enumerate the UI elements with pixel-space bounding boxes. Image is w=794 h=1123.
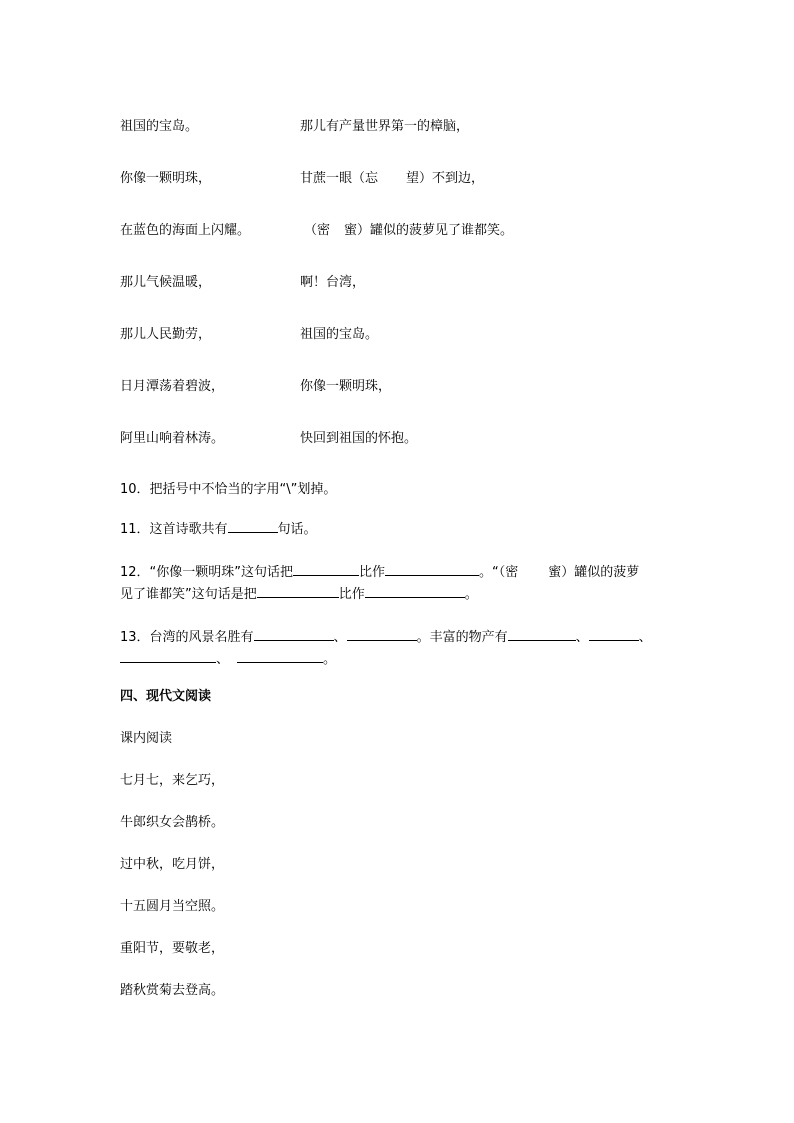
poem-line-left: 在蓝色的海面上闪耀。 (120, 223, 251, 238)
question-10: 10．把括号中不恰当的字用“\”划掉。 (120, 482, 337, 497)
poem-line-left: 那儿气候温暖， (120, 275, 212, 290)
question-text: 13．台湾的风景名胜有 (120, 630, 254, 645)
answer-blank[interactable] (237, 648, 323, 663)
section-subtitle: 课内阅读 (120, 731, 173, 746)
question-text: 比作 (338, 587, 365, 602)
question-text: 。 (464, 587, 478, 602)
answer-blank[interactable] (120, 648, 216, 663)
question-13 (120, 626, 680, 649)
question-13-continued (120, 648, 680, 671)
poem-line-right: 快回到祖国的怀抱。 (300, 431, 418, 446)
poem-row (120, 377, 720, 397)
rhyme-line: 踏秋赏菊去登高。 (120, 983, 225, 998)
answer-blank[interactable] (365, 583, 465, 598)
poem-text: （密 (304, 223, 331, 238)
answer-blank[interactable] (293, 561, 359, 576)
answer-blank[interactable] (228, 518, 278, 533)
poem-line-left: 祖国的宝岛。 (120, 119, 199, 134)
poem-line-right (304, 221, 513, 241)
rhyme-line: 七月七，来乞巧， (120, 773, 225, 788)
question-12-continued (120, 583, 680, 606)
rhyme-line: 重阳节，要敬老， (120, 941, 225, 956)
question-text: 、 (333, 630, 347, 645)
question-text: 见了谁都笑”这句话是把 (120, 587, 257, 602)
question-text: 12．“你像一颗明珠”这句话把 (120, 565, 294, 580)
rhyme-line: 十五圆月当空照。 (120, 899, 225, 914)
answer-blank[interactable] (347, 626, 417, 641)
question-text: 。丰富的物产有 (416, 630, 508, 645)
question-11 (120, 518, 680, 541)
question-12 (120, 561, 680, 584)
poem-line-right: 啊！台湾， (300, 275, 366, 290)
poem-line-right: 那儿有产量世界第一的樟脑， (300, 119, 470, 134)
poem-line-left: 日月潭荡着碧波， (120, 379, 225, 394)
question-text: 11．这首诗歌共有 (120, 522, 228, 537)
poem-row (120, 221, 720, 241)
poem-row (120, 273, 720, 293)
answer-blank[interactable] (508, 626, 576, 641)
poem-line-left: 你像一颗明珠， (120, 171, 212, 186)
poem-row (120, 429, 720, 449)
question-text: 。 (323, 652, 337, 667)
poem-text: 甘蔗一眼（忘 (300, 171, 379, 186)
question-text: 句话。 (277, 522, 317, 537)
poem-row (120, 169, 720, 189)
question-text: 、 (575, 630, 589, 645)
rhyme-line: 过中秋，吃月饼， (120, 857, 225, 872)
poem-line-left: 那儿人民勤劳， (120, 327, 212, 342)
poem-line-right (300, 169, 484, 189)
poem-line-left: 阿里山响着林涛。 (120, 431, 225, 446)
answer-blank[interactable] (385, 561, 479, 576)
question-text: 比作 (359, 565, 386, 580)
question-text: 、 (216, 652, 230, 667)
poem-text: 望）不到边， (406, 171, 485, 186)
answer-blank[interactable] (257, 583, 339, 598)
poem-row (120, 325, 720, 345)
poem-row (120, 117, 720, 137)
answer-blank[interactable] (254, 626, 334, 641)
poem-line-right: 你像一颗明珠， (300, 379, 392, 394)
question-text: 、 (638, 630, 652, 645)
question-text: 蜜）罐似的菠萝 (548, 565, 640, 580)
poem-line-right: 祖国的宝岛。 (300, 327, 379, 342)
poem-text: 蜜）罐似的菠萝见了谁都笑。 (344, 223, 514, 238)
question-text: 。“（密 (479, 565, 519, 580)
section-title: 四、现代文阅读 (120, 689, 212, 704)
rhyme-line: 牛郎织女会鹊桥。 (120, 815, 225, 830)
answer-blank[interactable] (589, 626, 639, 641)
